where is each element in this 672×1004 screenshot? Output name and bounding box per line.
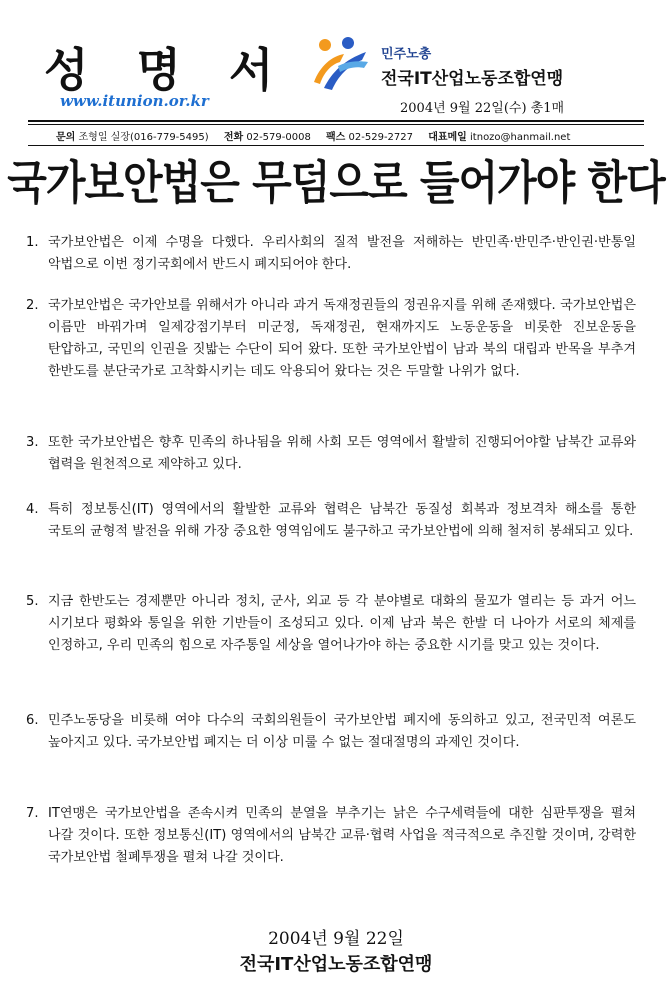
fax-value: 02-529-2727 bbox=[348, 132, 414, 143]
signature-date: 2004년 9월 22일 bbox=[268, 929, 404, 949]
inquiry-value: 조형일 실장(016-779-5495) bbox=[78, 132, 209, 143]
item-text: 국가보안법은 국가안보를 위해서가 아니라 과거 독재정권들의 정권유지를 위해 존재했다. 국가보안법은 이름만 바꿔가며 일제강점기부터 미군정, 독재정권, 현재까지도 노동운동을 비롯한 진보운동을 탄압하고, 국민의 인권을 짓밟는 수단이 되어 왔다. 또한 국가보안법이 남과 북의 대립과 반목을 부추겨 한반도를 분단국가로 고착화시키는 데도 악용되어 왔다는 것은 두말할 나위가 없다. bbox=[48, 298, 636, 379]
union-name: 전국IT산업노동조합연맹 bbox=[381, 69, 564, 89]
item-number: 3. bbox=[26, 435, 39, 450]
item-number: 4. bbox=[26, 502, 39, 517]
item-text: 민주노동당을 비롯해 여야 다수의 국회의원들이 국가보안법 폐지에 동의하고 있고, 전국민적 여론도 높아지고 있다. 국가보안법 폐지는 더 이상 미룰 수 없는 절대절명의 과제인 것이다. bbox=[48, 713, 636, 750]
item-number: 5. bbox=[26, 594, 39, 609]
item-text: 또한 국가보안법은 향후 민족의 하나됨을 위해 사회 모든 영역에서 활발히 진행되어야할 남북간 교류와 협력을 원천적으로 제약하고 있다. bbox=[48, 435, 636, 472]
document-header bbox=[0, 0, 672, 143]
statement-headline: 국가보안법은 무덤으로 들어가야 한다 bbox=[7, 156, 665, 210]
website-link[interactable]: www.itunion.or.kr bbox=[60, 92, 209, 110]
item-text: IT연맹은 국가보안법을 존속시켜 민족의 분열을 부추기는 낡은 수구세력들에 대한 심판투쟁을 펼쳐 나갈 것이다. 또한 정보통신(IT) 영역에서의 남북간 교류·협력 사업을 적극적으로 추진할 것이며, 강력한 국가보안법 철폐투쟁을 펼쳐 나갈 것이다. bbox=[48, 806, 636, 865]
item-text: 지금 한반도는 경제뿐만 아니라 정치, 군사, 외교 등 각 분야별로 대화의 물꼬가 열리는 등 과거 어느 시기보다 평화와 통일을 위한 기반들이 조성되고 있다. 이제 남과 북은 한발 더 나아가 서로의 체제를 인정하고, 우리 민족의 힘으로 자주통일 세상을 열어나가야 하는 중요한 시기를 맞고 있는 것이다. bbox=[48, 594, 636, 653]
statement-item bbox=[26, 710, 636, 754]
item-number: 6. bbox=[26, 713, 39, 728]
statement-item bbox=[26, 432, 636, 476]
federation-label: 민주노총 bbox=[381, 47, 432, 62]
item-number: 1. bbox=[26, 235, 39, 250]
item-number: 2. bbox=[26, 298, 39, 313]
email-label: 대표메일 bbox=[428, 132, 467, 143]
item-text: 특히 정보통신(IT) 영역에서의 활발한 교류와 협력은 남북간 동질성 회복과 정보격차 해소를 통한 국토의 균형적 발전을 위해 가장 중요한 영역임에도 불구하고 국가보안법에 의해 철저히 봉쇄되고 있다. bbox=[48, 502, 636, 539]
issue-date-line: 2004년 9월 22일(수) 총1매 bbox=[400, 101, 565, 116]
document-type-title: 성 명 서 bbox=[44, 43, 290, 97]
header-divider-thick bbox=[28, 120, 644, 122]
statement-item bbox=[26, 591, 636, 657]
signature-org: 전국IT산업노동조합연맹 bbox=[239, 954, 433, 975]
inquiry-label: 문의 bbox=[56, 132, 76, 143]
statement-item bbox=[26, 803, 636, 869]
email-value[interactable]: itnozo@hanmail.net bbox=[470, 132, 571, 143]
statement-item bbox=[26, 232, 636, 276]
statement-item bbox=[26, 499, 636, 543]
phone-label: 전화 bbox=[223, 132, 244, 143]
phone-value: 02-579-0008 bbox=[246, 132, 311, 143]
statement-item bbox=[26, 295, 636, 383]
union-logo-icon bbox=[310, 36, 370, 92]
fax-label: 팩스 bbox=[326, 132, 346, 143]
item-number: 7. bbox=[26, 806, 39, 821]
item-text: 국가보안법은 이제 수명을 다했다. 우리사회의 질적 발전을 저해하는 반민족·반민주·반인권·반통일 악법으로 이번 정기국회에서 반드시 폐지되어야 한다. bbox=[48, 235, 636, 272]
header-divider-thin bbox=[28, 124, 644, 125]
contact-bar bbox=[56, 128, 570, 143]
